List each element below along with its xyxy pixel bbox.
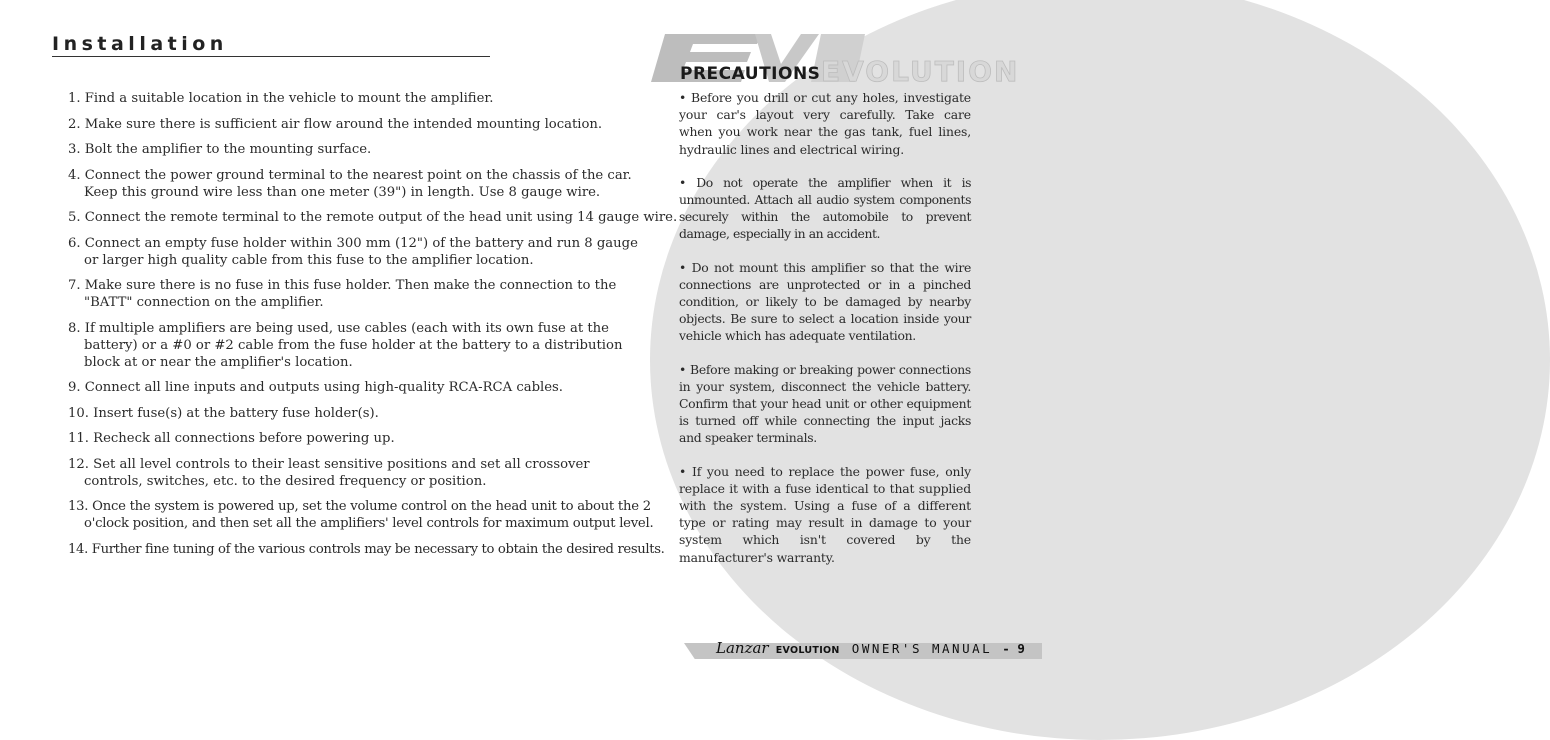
precaution-item: • Do not mount this amplifier so that the wire connections are unprotected or in a pinched condition, or likely to be damaged by nearby objects. Be sure to select a location inside your vehicle which has adequate ventilation. — [679, 259, 971, 344]
step-5: 5. Connect the remote terminal to the remote output of the head unit using 14 gauge wire. — [68, 210, 678, 225]
footer-manual-title: OWNER'S MANUAL — [851, 641, 993, 656]
step-3: 3. Bolt the amplifier to the mounting surface. — [68, 142, 372, 157]
footer-brand: Lanzar — [716, 639, 769, 657]
step-7: 7. Make sure there is no fuse in this fuse holder. Then make the connection to the "BATT" connection on the amplifier. — [68, 278, 617, 310]
precaution-item: • Before you drill or cut any holes, investigate your car's layout very carefully. Take care when you work near the gas tank, fuel lines, hydraulic lines and electrical wiring. — [679, 90, 971, 157]
step-1: 1. Find a suitable location in the vehicle to mount the amplifier. — [68, 91, 494, 106]
step-13: 13. Once the system is powered up, set the volume control on the head unit to about the 2 o'clock position, and then set all the amplifiers' level controls for maximum output level. — [68, 499, 654, 531]
precautions-heading: PRECAUTIONS — [680, 64, 821, 84]
step-2: 2. Make sure there is sufficient air flow around the intended mounting location. — [68, 116, 603, 132]
step-10: 10. Insert fuse(s) at the battery fuse holder(s). — [68, 405, 379, 421]
page-number: - 9 — [1002, 641, 1025, 656]
precaution-item: • Before making or breaking power connections in your system, disconnect the vehicle battery. Confirm that your head unit or other equipment is turned off while connecting the input jacks and speaker terminals. — [679, 361, 971, 446]
step-12: 12. Set all level controls to their least sensitive positions and set all crossover controls, switches, etc. to the desired frequency or position. — [68, 456, 590, 489]
logo-text: EVOLUTION — [821, 55, 1020, 88]
step-6: 6. Connect an empty fuse holder within 300 mm (12") of the battery and run 8 gauge or larger high quality cable from this fuse to the amplifier location. — [68, 235, 638, 268]
installation-steps — [68, 90, 678, 566]
step-9: 9. Connect all line inputs and outputs using high-quality RCA-RCA cables. — [68, 380, 563, 395]
footer-series: EVOLUTION — [775, 645, 840, 656]
precaution-item: • Do not operate the amplifier when it is unmounted. Attach all audio system components securely within the automobile to prevent damage, especially in an accident. — [679, 174, 971, 242]
step-14: 14. Further fine tuning of the various controls may be necessary to obtain the desired results. — [68, 541, 665, 557]
step-11: 11. Recheck all connections before powering up. — [68, 431, 395, 446]
step-8: 8. If multiple amplifiers are being used, use cables (each with its own fuse at the battery) or a #0 or #2 cable from the fuse holder at the battery to a distribution block at or near the amplifier's location. — [68, 320, 623, 370]
installation-heading: Installation — [52, 33, 490, 57]
precautions-list — [679, 89, 971, 582]
step-4: 4. Connect the power ground terminal to the nearest point on the chassis of the car. Keep this ground wire less than one meter (39") in length. Use 8 gauge wire. — [68, 167, 632, 200]
footer — [716, 639, 1025, 657]
precaution-item: • If you need to replace the power fuse, only replace it with a fuse identical to that supplied with the system. Using a fuse of a different type or rating may result in damage to your system which isn't covered by the manufacturer's warranty. — [679, 463, 971, 565]
